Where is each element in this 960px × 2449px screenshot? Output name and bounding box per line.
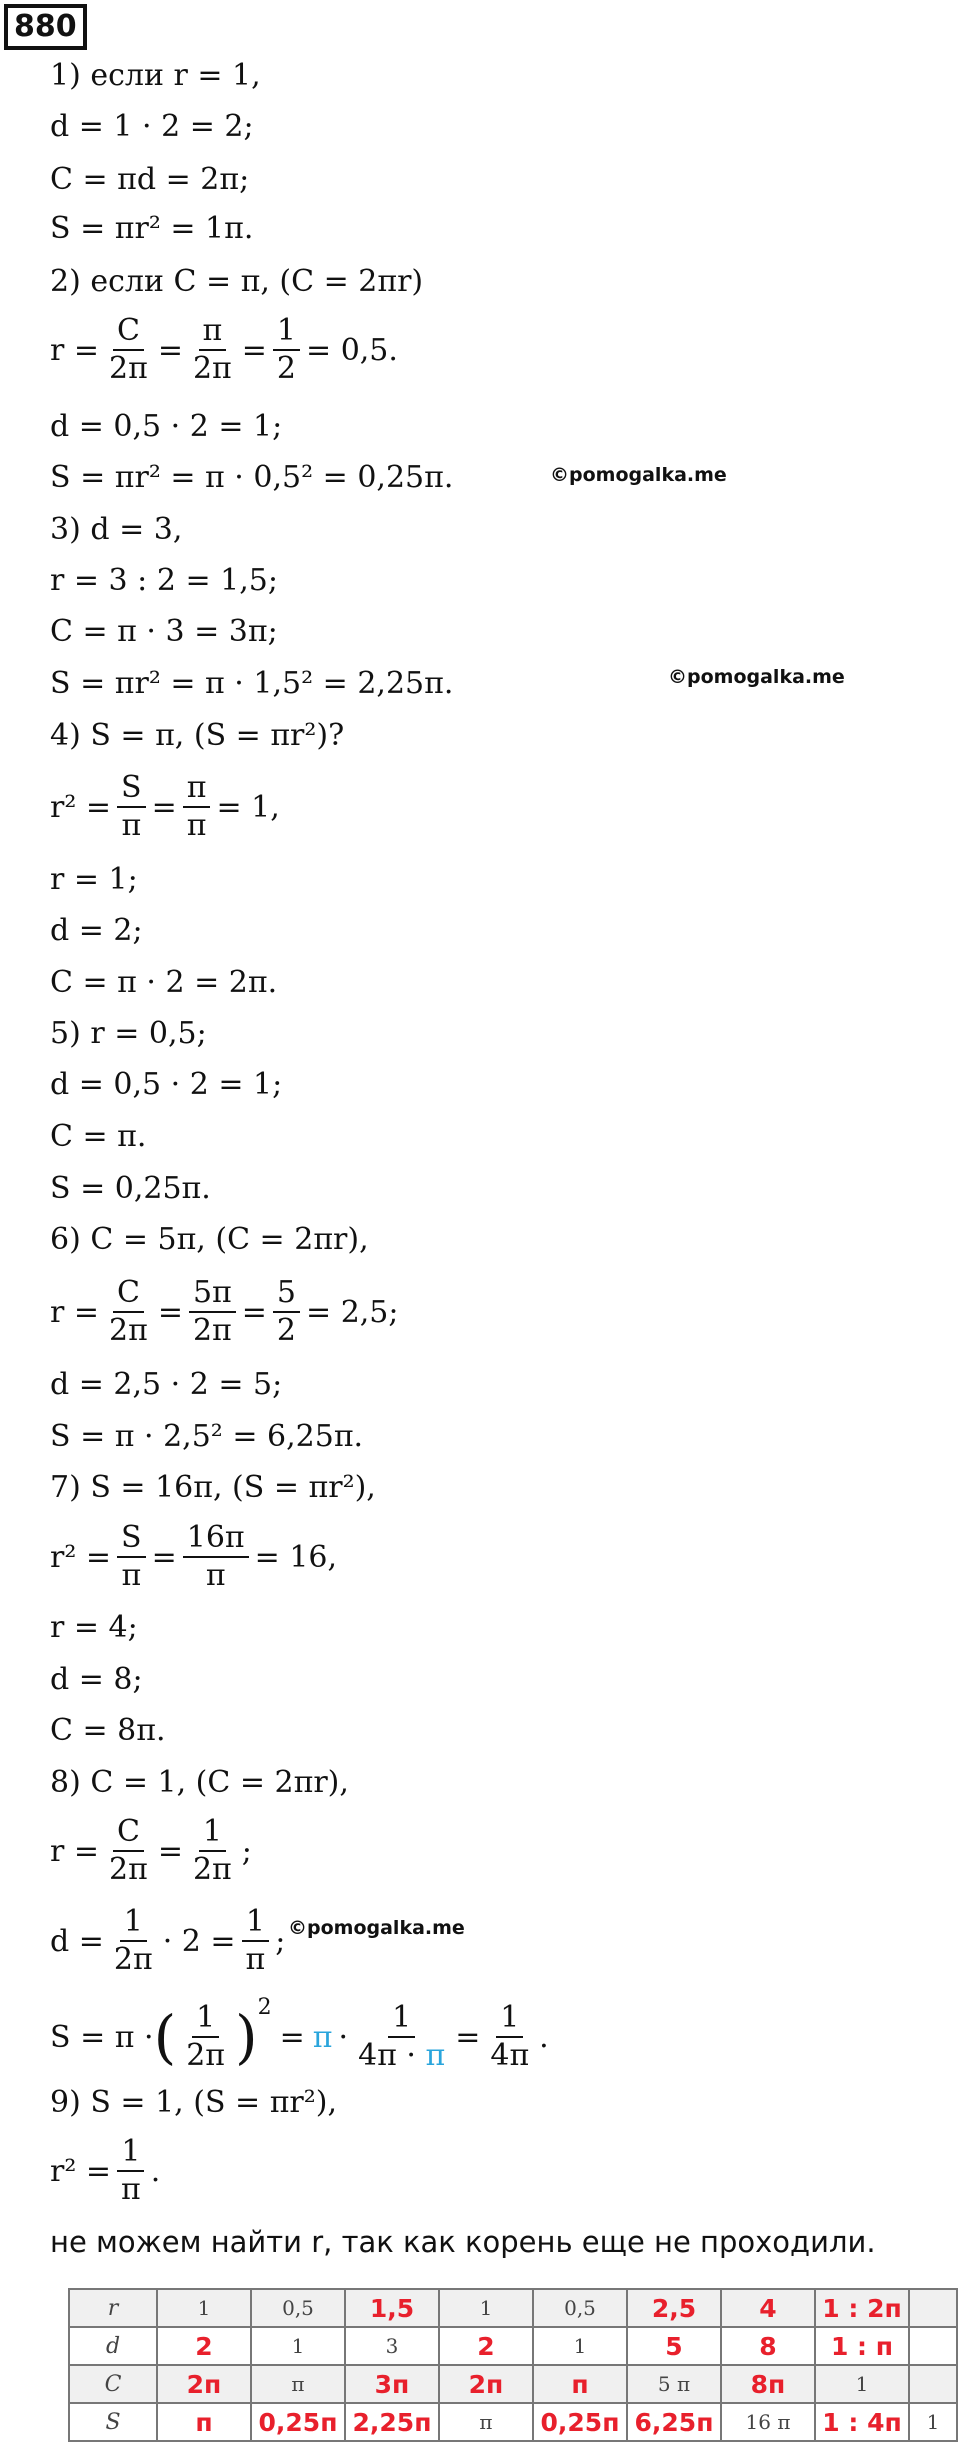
- table-cell: 0,25п: [533, 2403, 627, 2441]
- table-cell: 4: [721, 2289, 815, 2327]
- problem-number: 880: [4, 4, 87, 50]
- text-line: 5) r = 0,5;: [50, 1016, 207, 1051]
- formula-r8: r = $\frac{C}{2\pi}$ = $\frac{1}{2\pi}$ ;: [50, 1814, 252, 1887]
- text-line: d = 0,5 · 2 = 1;: [50, 409, 283, 444]
- table-row: [69, 2365, 957, 2403]
- fraction: $\frac{1}{2\pi}$: [192, 1814, 232, 1887]
- text-line: S = π · 2,5² = 6,25π.: [50, 1419, 364, 1454]
- table-cell: 1: [533, 2327, 627, 2365]
- watermark: ©pomogalka.me: [668, 666, 845, 688]
- table-cell: [909, 2365, 957, 2403]
- text-line: d = 0,5 · 2 = 1;: [50, 1067, 283, 1102]
- watermark: ©pomogalka.me: [288, 1917, 465, 1939]
- table-cell: 2п: [439, 2365, 533, 2403]
- fraction: $\frac{16\pi}{\pi}$: [183, 1520, 249, 1594]
- table-cell: 5 π: [627, 2365, 721, 2403]
- table-cell: 1: [439, 2289, 533, 2327]
- table-cell: 0,5: [251, 2289, 345, 2327]
- formula-s8: S = π · ( $\frac{1}{2\pi}$ ) 2 = π · $\frac{1}{4\pi \cdot \pi}$ = $\frac{1}{4\pi}$ .: [50, 1994, 549, 2073]
- table-row: [69, 2289, 957, 2327]
- table-cell: 1,5: [345, 2289, 439, 2327]
- fraction: $\frac{1}{2\pi}$: [113, 1904, 153, 1977]
- table-cell: 3: [345, 2327, 439, 2365]
- text-line: d = 1 · 2 = 2;: [50, 109, 254, 144]
- text-line: S = 0,25π.: [50, 1171, 211, 1206]
- fraction: $\frac{\pi}{\pi}$: [183, 770, 211, 844]
- table-cell: π: [251, 2365, 345, 2403]
- formula-r4: r² = $\frac{S}{\pi}$ = $\frac{\pi}{\pi}$ = 1,: [50, 770, 280, 843]
- text-line: 2) если C = π, (C = 2πr): [50, 264, 424, 299]
- table-cell: 3п: [345, 2365, 439, 2403]
- table-cell: 0,25п: [251, 2403, 345, 2441]
- table-cell: 8п: [721, 2365, 815, 2403]
- text-line: d = 8;: [50, 1662, 143, 1697]
- fraction: $\frac{C}{2\pi}$: [109, 1814, 148, 1887]
- fraction: $\frac{5\pi}{2\pi}$: [189, 1275, 236, 1349]
- table-cell: 6,25п: [627, 2403, 721, 2441]
- table-cell: 5: [627, 2327, 721, 2365]
- formula-d8: d = $\frac{1}{2\pi}$ · 2 = $\frac{1}{\pi}$ ;: [50, 1904, 286, 1977]
- text-line: 7) S = 16π, (S = πr²),: [50, 1470, 376, 1505]
- table-cell: 1 : п: [815, 2327, 909, 2365]
- text-line: C = π · 2 = 2π.: [50, 965, 278, 1000]
- table-cell: п: [157, 2403, 251, 2441]
- formula-r9: r² = $\frac{1}{\pi}$ .: [50, 2134, 161, 2207]
- text-line: C = π.: [50, 1119, 147, 1154]
- table-cell: [909, 2289, 957, 2327]
- text-line: 3) d = 3,: [50, 512, 183, 547]
- table-cell: 1: [157, 2289, 251, 2327]
- text-line: C = 8π.: [50, 1713, 166, 1748]
- text-line: 8) C = 1, (C = 2πr),: [50, 1765, 349, 1800]
- formula-r6: r = $\frac{C}{2\pi}$ = $\frac{5\pi}{2\pi}$ = $\frac{5}{2}$ = 2,5;: [50, 1275, 399, 1348]
- table-cell: 2п: [157, 2365, 251, 2403]
- table-row-header: r: [69, 2289, 157, 2327]
- fraction: $\frac{1}{\pi}$: [117, 2134, 145, 2208]
- fraction: $\frac{1}{\pi}$: [242, 1904, 270, 1978]
- table-cell: 2: [157, 2327, 251, 2365]
- answer-table: [68, 2288, 958, 2442]
- table-row: [69, 2403, 957, 2441]
- table-cell: 2: [439, 2327, 533, 2365]
- formula-r7: r² = $\frac{S}{\pi}$ = $\frac{16\pi}{\pi}$ = 16,: [50, 1520, 338, 1593]
- table-cell: 1 : 2п: [815, 2289, 909, 2327]
- fraction: $\frac{C}{2\pi}$: [109, 313, 148, 386]
- table-cell: 1 : 4п: [815, 2403, 909, 2441]
- fraction: $\frac{1}{2}$: [273, 313, 300, 387]
- watermark: ©pomogalka.me: [550, 464, 727, 486]
- fraction: $\frac{1}{2\pi}$: [186, 2000, 226, 2073]
- text-line: S = πr² = π · 1,5² = 2,25π.: [50, 666, 454, 701]
- fraction: $\frac{\pi}{2\pi}$: [192, 313, 232, 386]
- fraction: $\frac{5}{2}$: [273, 1275, 300, 1349]
- fraction: $\frac{S}{\pi}$: [117, 770, 146, 844]
- text-line: 6) C = 5π, (C = 2πr),: [50, 1222, 369, 1257]
- text-line: 1) если r = 1,: [50, 58, 261, 93]
- table-cell: 16 π: [721, 2403, 815, 2441]
- text-line: 4) S = π, (S = πr²)?: [50, 718, 345, 753]
- table-row-header: C: [69, 2365, 157, 2403]
- text-line: d = 2,5 · 2 = 5;: [50, 1367, 283, 1402]
- text-line: C = π · 3 = 3π;: [50, 614, 278, 649]
- table-cell: 2,25п: [345, 2403, 439, 2441]
- table-cell: 0,5: [533, 2289, 627, 2327]
- table-cell: π: [439, 2403, 533, 2441]
- text-line: r = 3 : 2 = 1,5;: [50, 563, 278, 598]
- text-line: S = πr² = 1π.: [50, 211, 254, 246]
- fraction: $\frac{S}{\pi}$: [117, 1520, 146, 1594]
- text-line: r = 1;: [50, 862, 138, 897]
- table-cell: 2,5: [627, 2289, 721, 2327]
- text-line: C = πd = 2π;: [50, 162, 250, 197]
- fraction: $\frac{1}{4\pi}$: [490, 2000, 530, 2073]
- formula-r2: r = $\frac{C}{2\pi}$ = $\frac{\pi}{2\pi}$ = $\frac{1}{2}$ = 0,5.: [50, 313, 398, 386]
- text-line: r = 4;: [50, 1610, 138, 1645]
- table-cell: 8: [721, 2327, 815, 2365]
- table-row-header: d: [69, 2327, 157, 2365]
- conclusion-text: не можем найти r, так как корень еще не проходили.: [50, 2225, 876, 2259]
- text-line: S = πr² = π · 0,5² = 0,25π.: [50, 460, 454, 495]
- table-row-header: S: [69, 2403, 157, 2441]
- table-cell: [909, 2327, 957, 2365]
- table-cell: п: [533, 2365, 627, 2403]
- table-row: [69, 2327, 957, 2365]
- text-line: d = 2;: [50, 913, 143, 948]
- answer-table-body: [69, 2289, 957, 2441]
- table-cell: 1: [251, 2327, 345, 2365]
- table-cell: 1: [909, 2403, 957, 2441]
- fraction: $\frac{1}{4\pi \cdot \pi}$: [358, 2000, 446, 2073]
- table-cell: 1: [815, 2365, 909, 2403]
- text-line: 9) S = 1, (S = πr²),: [50, 2085, 338, 2120]
- fraction: $\frac{C}{2\pi}$: [109, 1275, 148, 1348]
